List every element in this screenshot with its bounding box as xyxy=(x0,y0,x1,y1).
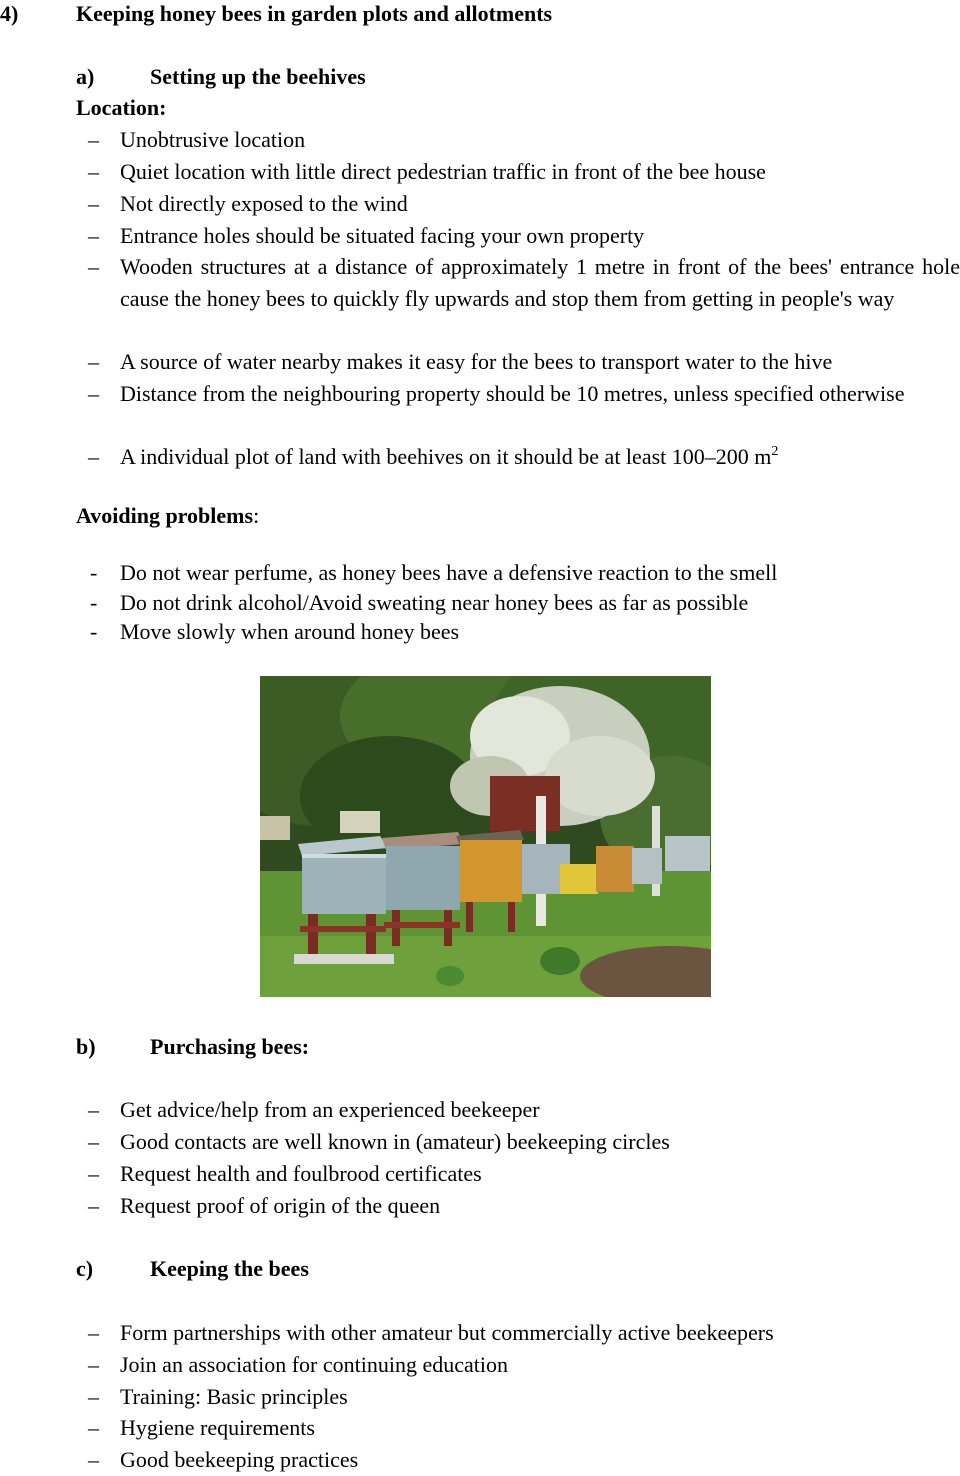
location-label: Location: xyxy=(76,95,167,120)
section-title: Keeping honey bees in garden plots and allotments xyxy=(76,1,553,26)
bullet-dash: – xyxy=(88,223,99,248)
list-item: - Do not wear perfume, as honey bees have a defensive reaction to the smell xyxy=(90,560,778,585)
section-number: 4) xyxy=(0,1,19,26)
list-item: - Move slowly when around honey bees xyxy=(90,619,460,644)
bullet-dash: - xyxy=(90,619,98,644)
list-item: – Training: Basic principles xyxy=(88,1381,960,1413)
bullet-dash: – xyxy=(88,381,99,406)
bullet-dash: – xyxy=(88,1352,99,1377)
list-item: – Wooden structures at a distance of approximately 1 metre in front of the bees' entrance hole cause the honey bees to quickly fly upwards and stop them from getting in people's way xyxy=(88,251,960,314)
list-item: – Good beekeeping practices xyxy=(88,1444,960,1476)
subsection-letter-c: c) xyxy=(76,1256,94,1281)
list-item: - Do not drink alcohol/Avoid sweating near honey bees as far as possible xyxy=(90,590,749,615)
superscript: 2 xyxy=(771,444,779,459)
list-item: – Distance from the neighbouring property should be 10 metres, unless specified otherwise xyxy=(88,378,960,410)
bullet-dash: – xyxy=(88,1129,99,1154)
list-item: – A source of water nearby makes it easy for the bees to transport water to the hive xyxy=(88,346,960,378)
subsection-heading-a: Setting up the beehives xyxy=(150,64,366,89)
bullet-dash: – xyxy=(88,191,99,216)
bullet-dash: – xyxy=(88,1097,99,1122)
list-item: – Quiet location with little direct pedestrian traffic in front of the bee house xyxy=(88,156,960,188)
list-item: – Form partnerships with other amateur but commercially active beekeepers xyxy=(88,1317,960,1349)
bullet-dash: – xyxy=(88,254,99,279)
subsection-heading-b: Purchasing bees: xyxy=(150,1034,310,1059)
bullet-dash: – xyxy=(88,444,99,469)
bullet-dash: – xyxy=(88,1384,99,1409)
bullet-dash: - xyxy=(90,590,98,615)
list-item: – Request proof of origin of the queen xyxy=(88,1190,960,1222)
bullet-dash: – xyxy=(88,1193,99,1218)
bullet-dash: – xyxy=(88,159,99,184)
subsection-heading-c: Keeping the bees xyxy=(150,1256,309,1281)
subsection-letter-a: a) xyxy=(76,64,95,89)
list-item: – Not directly exposed to the wind xyxy=(88,188,960,220)
bullet-dash: – xyxy=(88,1415,99,1440)
list-item: – Join an association for continuing education xyxy=(88,1349,960,1381)
beehive-garden-illustration xyxy=(260,676,711,997)
bullet-dash: – xyxy=(88,1447,99,1472)
list-item: – A individual plot of land with beehives on it should be at least 100–200 $m^2$ xyxy=(88,441,960,473)
list-item: – Request health and foulbrood certificates xyxy=(88,1158,960,1190)
bullet-dash: – xyxy=(88,349,99,374)
subsection-letter-b: b) xyxy=(76,1034,96,1059)
bullet-dash: – xyxy=(88,1320,99,1345)
list-item: – Entrance holes should be situated facing your own property xyxy=(88,220,960,252)
list-item: – Hygiene requirements xyxy=(88,1412,960,1444)
avoid-heading: Avoiding problems: xyxy=(76,503,260,528)
list-item: – Get advice/help from an experienced beekeeper xyxy=(88,1094,960,1126)
beehive-garden-photo xyxy=(260,676,711,997)
bullet-dash: – xyxy=(88,127,99,152)
bullet-dash: – xyxy=(88,1161,99,1186)
bullet-dash: - xyxy=(90,560,98,585)
list-item: – Good contacts are well known in (amateur) beekeeping circles xyxy=(88,1126,960,1158)
list-item: – Unobtrusive location xyxy=(88,124,960,156)
